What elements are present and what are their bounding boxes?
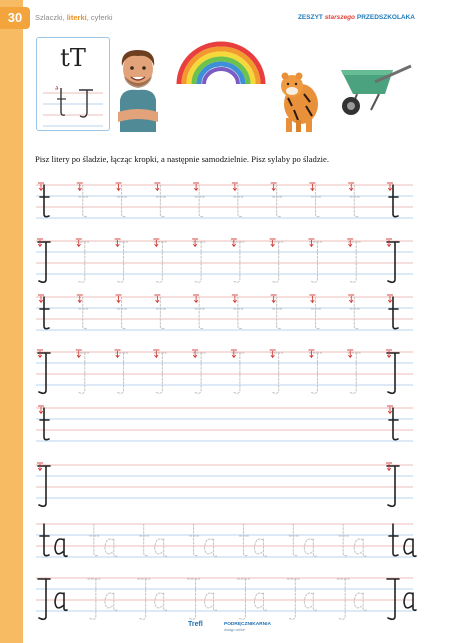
tracing-row <box>36 239 413 282</box>
footer-logo <box>188 621 271 635</box>
brand-part-3: PRZEDSZKOLAKA <box>355 14 415 21</box>
tracing-row <box>36 463 413 506</box>
tracing-row <box>36 295 413 330</box>
letter-card-title: tT <box>60 44 86 72</box>
footer-line-1: PODRĘCZNIKARNIA <box>224 622 271 627</box>
subtitle-part-2: literki <box>66 13 87 22</box>
brand-part-1: ZESZYT <box>297 14 325 21</box>
subtitle-part-3: , cyferki <box>86 13 113 22</box>
instruction-text: Pisz litery po śladzie, łącząc kropki, a następnie samodzielnie. Pisz sylaby po śladzie. <box>35 154 330 164</box>
subtitle-part-1: Szlaczki, <box>35 13 67 22</box>
tracing-row <box>36 524 416 557</box>
tracing-row <box>36 183 413 218</box>
tracing-row <box>36 350 413 393</box>
tracing-row <box>36 406 413 441</box>
footer-logo-text: Trefl <box>188 621 203 628</box>
brand-part-2: starszego <box>324 14 356 21</box>
footer-line-2: dostęp online <box>224 628 245 632</box>
page-number: 30 <box>0 7 30 29</box>
tracing-row <box>36 578 416 619</box>
